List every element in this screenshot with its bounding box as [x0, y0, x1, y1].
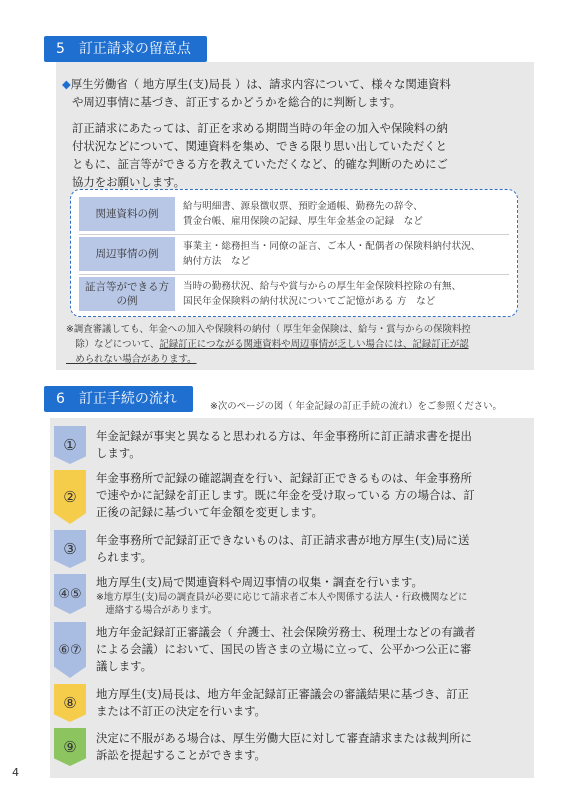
- step-text: 地方年金記録訂正審議会（ 弁護士、社会保険労務士、税理士などの有識者 による会議）において、国民の皆さまの立場に立って、公平かつ公正に審 議します。: [96, 625, 476, 673]
- example-row-circumstances: [79, 237, 509, 271]
- example-label: 周辺事情の例: [79, 237, 175, 271]
- step-9: [54, 728, 472, 766]
- step-text: 年金事務所で記録訂正できないものは、訂正請求書が地方厚生(支)局に送 られます。: [96, 533, 470, 564]
- step-badge: ③: [54, 530, 86, 568]
- step-3: [54, 530, 470, 568]
- example-label: 関連資料の例: [79, 197, 175, 231]
- step-8: [54, 684, 469, 722]
- example-desc: 当時の勤務状況、給与や賞与からの厚生年金保険料控除の有無、 国民年金保険料の納付状況についてご記憶がある 方 など: [183, 281, 462, 307]
- section5-para2: 訂正請求にあたっては、訂正を求める期間当時の年金の加入や保険料の納 付状況などについて、関連資料を集め、できる限り思い出していただくと ともに、証言等ができる方を教えていただくなど、的確な判断のためにご 協力をお願いします。: [72, 121, 448, 189]
- section6-title: 6 訂正手続の流れ: [44, 386, 193, 412]
- step-badge: ⑧: [54, 684, 86, 722]
- step-badge: ⑥⑦: [54, 622, 86, 678]
- step-badge: ④⑤: [54, 574, 86, 614]
- section5-note: ※調査審議しても、年金への加入や保険料の納付（ 厚生年金保険は、給与・賞与からの保険料控 除）などについて、記録訂正につながる関連資料や周辺事情が乏しい場合には、記録訂正が認 められない場合があります。: [66, 324, 471, 365]
- step-text: 地方厚生(支)局で関連資料や周辺事情の収集・調査を行います。 ※地方厚生(支)局の調査員が必要に応じて請求者ご本人や関係する法人・行政機関などに 連絡する場合があります。: [96, 575, 468, 616]
- step-text: 年金記録が事実と異なると思われる方は、年金事務所に訂正請求書を提出 します。: [96, 429, 472, 460]
- step-badge: ②: [54, 470, 86, 524]
- step-1: [54, 426, 472, 464]
- diamond-bullet-icon: ◆: [62, 77, 71, 91]
- example-desc: 事業主・総務担当・同僚の証言、ご本人・配偶者の保険料納付状況、 納付方法 など: [183, 241, 481, 267]
- example-row-documents: [79, 197, 509, 231]
- step-badge: ①: [54, 426, 86, 464]
- page-number: 4: [12, 766, 19, 779]
- step-6-7: [54, 622, 476, 678]
- example-divider: [79, 234, 509, 235]
- step-text: 地方厚生(支)局長は、地方年金記録訂正審議会の審議結果に基づき、訂正 または不訂正の決定を行います。: [96, 687, 469, 718]
- step-4-5: [54, 574, 468, 616]
- step-text: 決定に不服がある場合は、厚生労働大臣に対して審査請求または裁判所に 訴訟を提起することができます。: [96, 731, 472, 762]
- section5-para1: ◆厚生労働省（ 地方厚生(支)局長 ）は、請求内容について、様々な関連資料 や周辺事情に基づき、訂正するかどうかを総合的に判断します。: [62, 77, 451, 109]
- example-desc: 給与明細書、源泉徴収票、預貯金通帳、勤務先の辞令、 賃金台帳、雇用保険の記録、厚生年金基金の記録 など: [183, 201, 423, 227]
- example-row-witnesses: [79, 277, 509, 311]
- section5-title: 5 訂正請求の留意点: [44, 36, 207, 62]
- step-badge: ⑨: [54, 728, 86, 766]
- example-divider: [79, 274, 509, 275]
- examples-box: [70, 189, 518, 317]
- step-2: [54, 470, 475, 524]
- section6-reference-note: ※次のページの図（ 年金記録の訂正手続の流れ）をご参照ください。: [210, 401, 502, 412]
- step-text: 年金事務所で記録の確認調査を行い、記録訂正できるものは、年金事務所 で速やかに記録を訂正します。既に年金を受け取っている 方の場合は、訂 正後の記録に基づいて年金額を変更します。: [96, 471, 475, 519]
- example-label: 証言等ができる方の例: [79, 277, 175, 311]
